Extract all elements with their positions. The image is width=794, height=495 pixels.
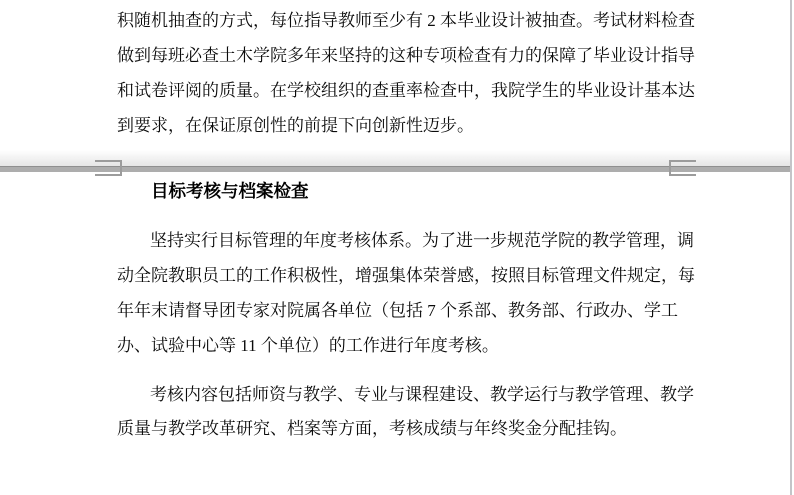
- text-line[interactable]: 质量与教学改革研究、档案等方面，考核成绩与年终奖金分配挂钩。: [117, 419, 627, 438]
- margin-crop-mark-left: [95, 160, 122, 177]
- page-right-edge-line: [790, 0, 792, 495]
- text-line[interactable]: 和试卷评阅的质量。在学校组织的查重率检查中，我院学生的毕业设计基本达: [117, 81, 695, 100]
- text-line[interactable]: 做到每班必查土木学院多年来坚持的这种专项检查有力的保障了毕业设计指导: [117, 46, 695, 65]
- text-line[interactable]: 考核内容包括师资与教学、专业与课程建设、教学运行与教学管理、教学: [150, 385, 694, 404]
- text-line[interactable]: 办、试验中心等 11 个单位）的工作进行年度考核。: [117, 336, 499, 355]
- text-line[interactable]: 到要求，在保证原创性的前提下向创新性迈步。: [117, 116, 474, 135]
- text-line[interactable]: 积随机抽查的方式，每位指导教师至少有 2 本毕业设计被抽查。考试材料检查: [117, 11, 695, 30]
- text-line[interactable]: 坚持实行目标管理的年度考核体系。为了进一步规范学院的教学管理，调: [150, 231, 694, 250]
- section-heading[interactable]: 目标考核与档案检查: [151, 181, 309, 201]
- text-line[interactable]: 年年末请督导团专家对院属各单位（包括 7 个系部、教务部、行政办、学工: [117, 301, 678, 320]
- margin-crop-mark-right: [669, 160, 696, 177]
- text-line[interactable]: 动全院教职员工的工作积极性，增强集体荣誉感，按照目标管理文件规定，每: [117, 266, 695, 285]
